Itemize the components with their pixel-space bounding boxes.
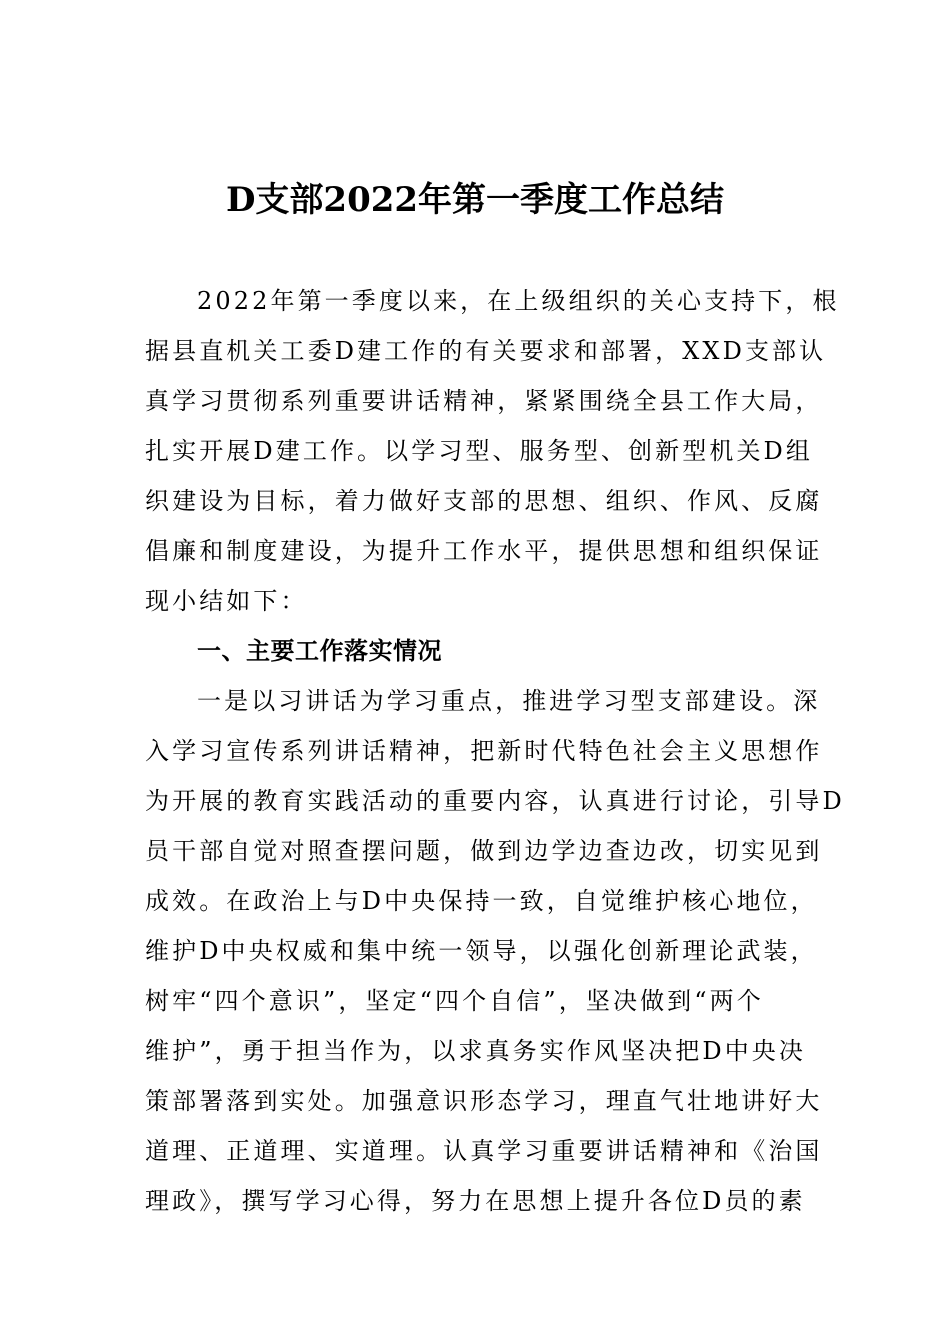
section-heading: 一、主要工作落实情况 bbox=[197, 637, 442, 665]
paragraph-line: 入学习宣传系列讲话精神，把新时代特色社会主义思想作 bbox=[145, 737, 823, 765]
document-title: D支部2022年第一季度工作总结 bbox=[225, 180, 725, 220]
paragraph-line: 策部署落到实处。加强意识形态学习，理直气壮地讲好大 bbox=[145, 1087, 823, 1115]
paragraph-line: 一是以习讲话为学习重点，推进学习型支部建设。深 bbox=[197, 687, 821, 715]
paragraph-study bbox=[145, 676, 845, 1226]
paragraph-line: 倡廉和制度建设，为提升工作水平，提供思想和组织保证 bbox=[145, 537, 823, 565]
paragraph-intro bbox=[145, 276, 840, 626]
paragraph-line: 2022年第一季度以来，在上级组织的关心支持下，根 bbox=[197, 287, 840, 315]
paragraph-line: 员干部自觉对照查摆问题，做到边学边查边改，切实见到 bbox=[145, 837, 823, 865]
paragraph-line: 真学习贯彻系列重要讲话精神，紧紧围绕全县工作大局， bbox=[145, 387, 823, 415]
paragraph-line: 道理、正道理、实道理。认真学习重要讲话精神和《治国 bbox=[145, 1137, 823, 1165]
paragraph-line: 现小结如下： bbox=[145, 587, 308, 615]
paragraph-line: 为开展的教育实践活动的重要内容，认真进行讨论，引导D bbox=[145, 787, 845, 815]
paragraph-line: 维护D中央权威和集中统一领导，以强化创新理论武装， bbox=[145, 937, 818, 965]
paragraph-line: 成效。在政治上与D中央保持一致，自觉维护核心地位， bbox=[145, 887, 818, 915]
document-body bbox=[145, 276, 845, 1226]
paragraph-line: 扎实开展D建工作。以学习型、服务型、创新型机关D组 bbox=[145, 437, 813, 465]
paragraph-line: 树牢“四个意识”，坚定“四个自信”，坚决做到“两个 bbox=[145, 987, 764, 1015]
paragraph-line: 理政》，撰写学习心得，努力在思想上提升各位D员的素 bbox=[145, 1187, 806, 1215]
paragraph-line: 织建设为目标，着力做好支部的思想、组织、作风、反腐 bbox=[145, 487, 823, 515]
paragraph-line: 维护”，勇于担当作为，以求真务实作风坚决把D中央决 bbox=[145, 1037, 807, 1065]
paragraph-line: 据县直机关工委D建工作的有关要求和部署，XXD支部认 bbox=[145, 337, 827, 365]
